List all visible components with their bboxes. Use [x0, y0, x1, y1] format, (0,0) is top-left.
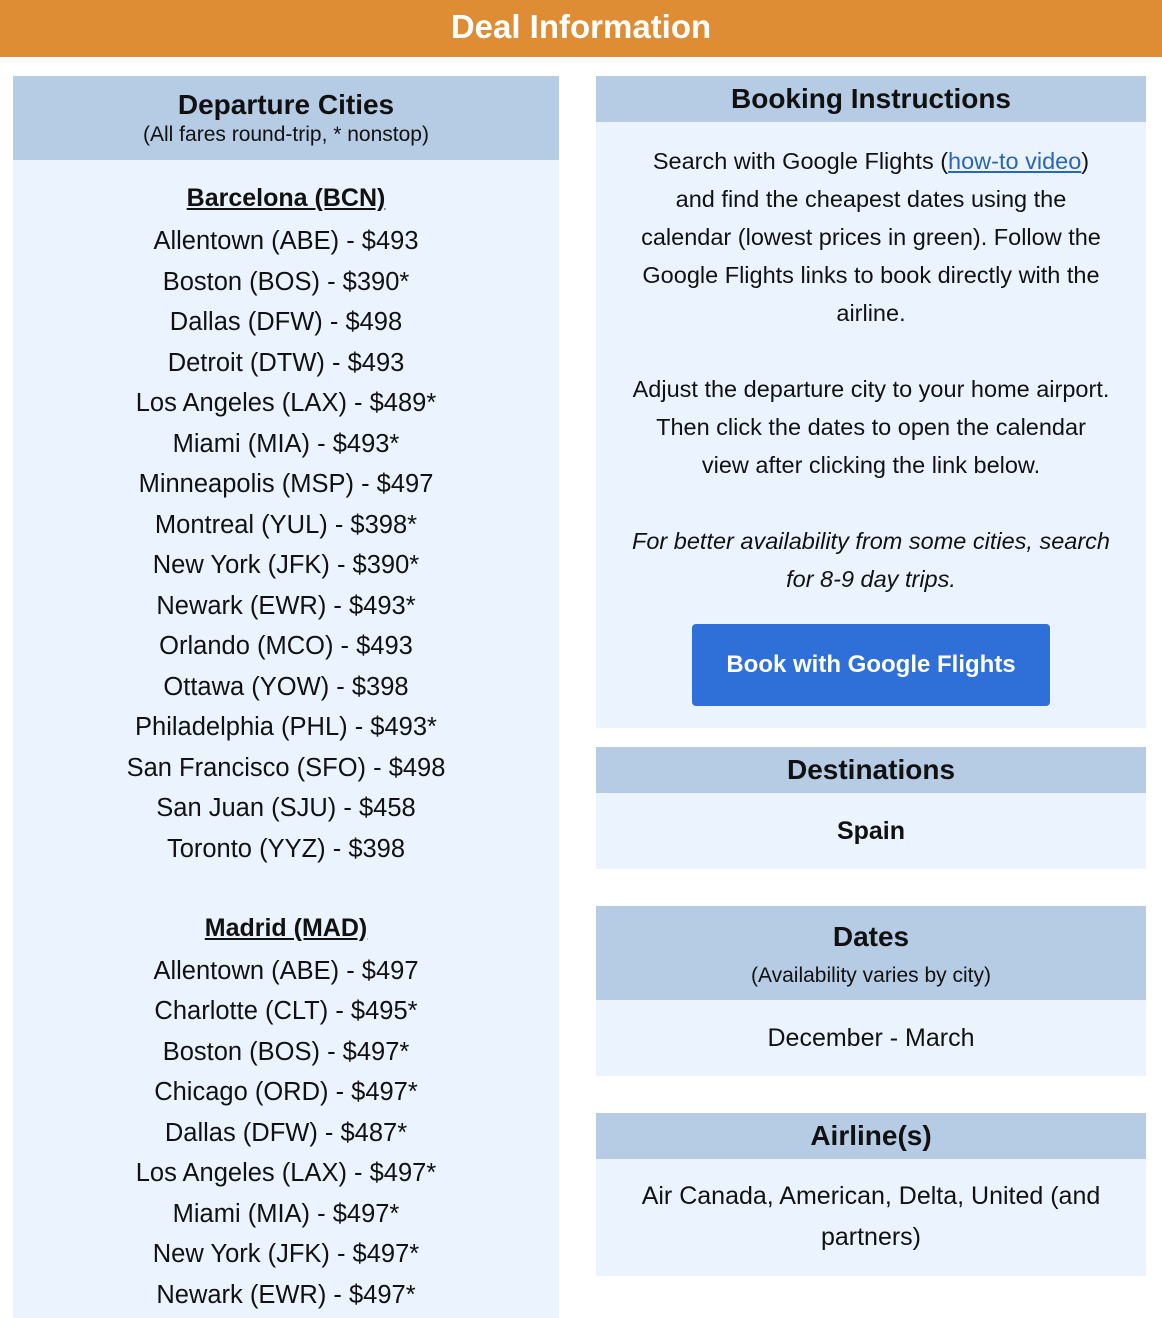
- fare-item: Los Angeles (LAX) - $489*: [135, 389, 437, 417]
- availability-note: For better availability from some cities, search for 8-9 day trips.: [632, 528, 1110, 592]
- fare-item: New York (JFK) - $497*: [152, 1240, 420, 1268]
- destinations-card: [596, 747, 1146, 869]
- fare-item: Montreal (YUL) - $398*: [154, 510, 418, 539]
- departure-cities-header: [13, 76, 559, 160]
- destinations-header: [596, 747, 1146, 793]
- fare-item: Boston (BOS) - $390*: [162, 267, 410, 296]
- fare-item: Allentown (ABE) - $497: [153, 956, 419, 985]
- fare-item: Detroit (DTW) - $493: [167, 348, 405, 377]
- airlines-value: Air Canada, American, Delta, United (and partners): [641, 1182, 1101, 1251]
- booking-text: ) and find the cheapest dates using the calendar (lowest prices in green). Follow the Google Flights links to book directly with the airline.: [641, 148, 1101, 326]
- city-group-barcelona: [13, 180, 559, 869]
- fare-item: New York (JFK) - $390*: [152, 551, 420, 579]
- dates-value: December - March: [767, 1024, 975, 1052]
- city-group-madrid: [13, 910, 559, 1316]
- booking-text: Search with Google Flights (: [652, 148, 949, 174]
- fare-item: Los Angeles (LAX) - $497*: [135, 1159, 437, 1187]
- dates-card: [596, 906, 1146, 1076]
- fare-item: San Juan (SJU) - $458: [156, 794, 416, 822]
- departure-cities-panel: [13, 76, 559, 1318]
- fare-item: Newark (EWR) - $497*: [156, 1280, 416, 1309]
- destination-city-heading: Madrid (MAD): [204, 913, 368, 942]
- booking-paragraph-search: [632, 142, 1110, 332]
- fare-item: Toronto (YYZ) - $398: [166, 834, 406, 863]
- fare-item: San Francisco (SFO) - $498: [126, 753, 446, 782]
- destinations-title: Destinations: [786, 754, 956, 785]
- fare-item: Orlando (MCO) - $493: [159, 632, 413, 660]
- booking-instructions-header: [596, 76, 1146, 122]
- dates-subtitle: (Availability varies by city): [750, 964, 991, 987]
- booking-paragraph-adjust: Adjust the departure city to your home airport. Then click the dates to open the calendar view after clicking the link below.: [632, 376, 1110, 478]
- deal-information-banner: Deal Information: [0, 0, 1162, 57]
- deal-details-column: [596, 76, 1146, 1276]
- booking-instructions-card: [596, 76, 1146, 728]
- fare-item: Philadelphia (PHL) - $493*: [135, 713, 437, 741]
- fare-item: Chicago (ORD) - $497*: [154, 1078, 418, 1106]
- airlines-card: [596, 1113, 1146, 1276]
- departure-cities-subtitle: (All fares round-trip, * nonstop): [143, 123, 429, 146]
- fare-item: Ottawa (YOW) - $398: [163, 672, 409, 701]
- departure-cities-title: Departure Cities: [177, 89, 395, 120]
- city-fare-list: [13, 160, 559, 1315]
- destinations-value: Spain: [836, 817, 906, 845]
- fare-item: Boston (BOS) - $497*: [162, 1037, 410, 1066]
- book-with-google-flights-button[interactable]: Book with Google Flights: [692, 624, 1050, 706]
- how-to-video-link[interactable]: how-to video: [948, 148, 1082, 174]
- dates-header: [596, 906, 1146, 1000]
- fare-item: Miami (MIA) - $493*: [172, 429, 400, 458]
- fare-item: Miami (MIA) - $497*: [172, 1199, 400, 1228]
- airlines-header: [596, 1113, 1146, 1159]
- booking-instructions-title: Booking Instructions: [731, 83, 1011, 114]
- dates-title: Dates: [832, 921, 910, 952]
- airlines-title: Airline(s): [810, 1120, 932, 1151]
- fare-item: Newark (EWR) - $493*: [156, 591, 416, 620]
- fare-item: Allentown (ABE) - $493: [153, 227, 419, 255]
- fare-item: Dallas (DFW) - $487*: [164, 1118, 408, 1147]
- booking-instructions-body: [596, 122, 1146, 728]
- fare-item: Dallas (DFW) - $498: [169, 308, 403, 336]
- destination-city-heading: Barcelona (BCN): [186, 184, 386, 212]
- fare-item: Charlotte (CLT) - $495*: [154, 997, 418, 1025]
- fare-item: Minneapolis (MSP) - $497: [138, 470, 434, 498]
